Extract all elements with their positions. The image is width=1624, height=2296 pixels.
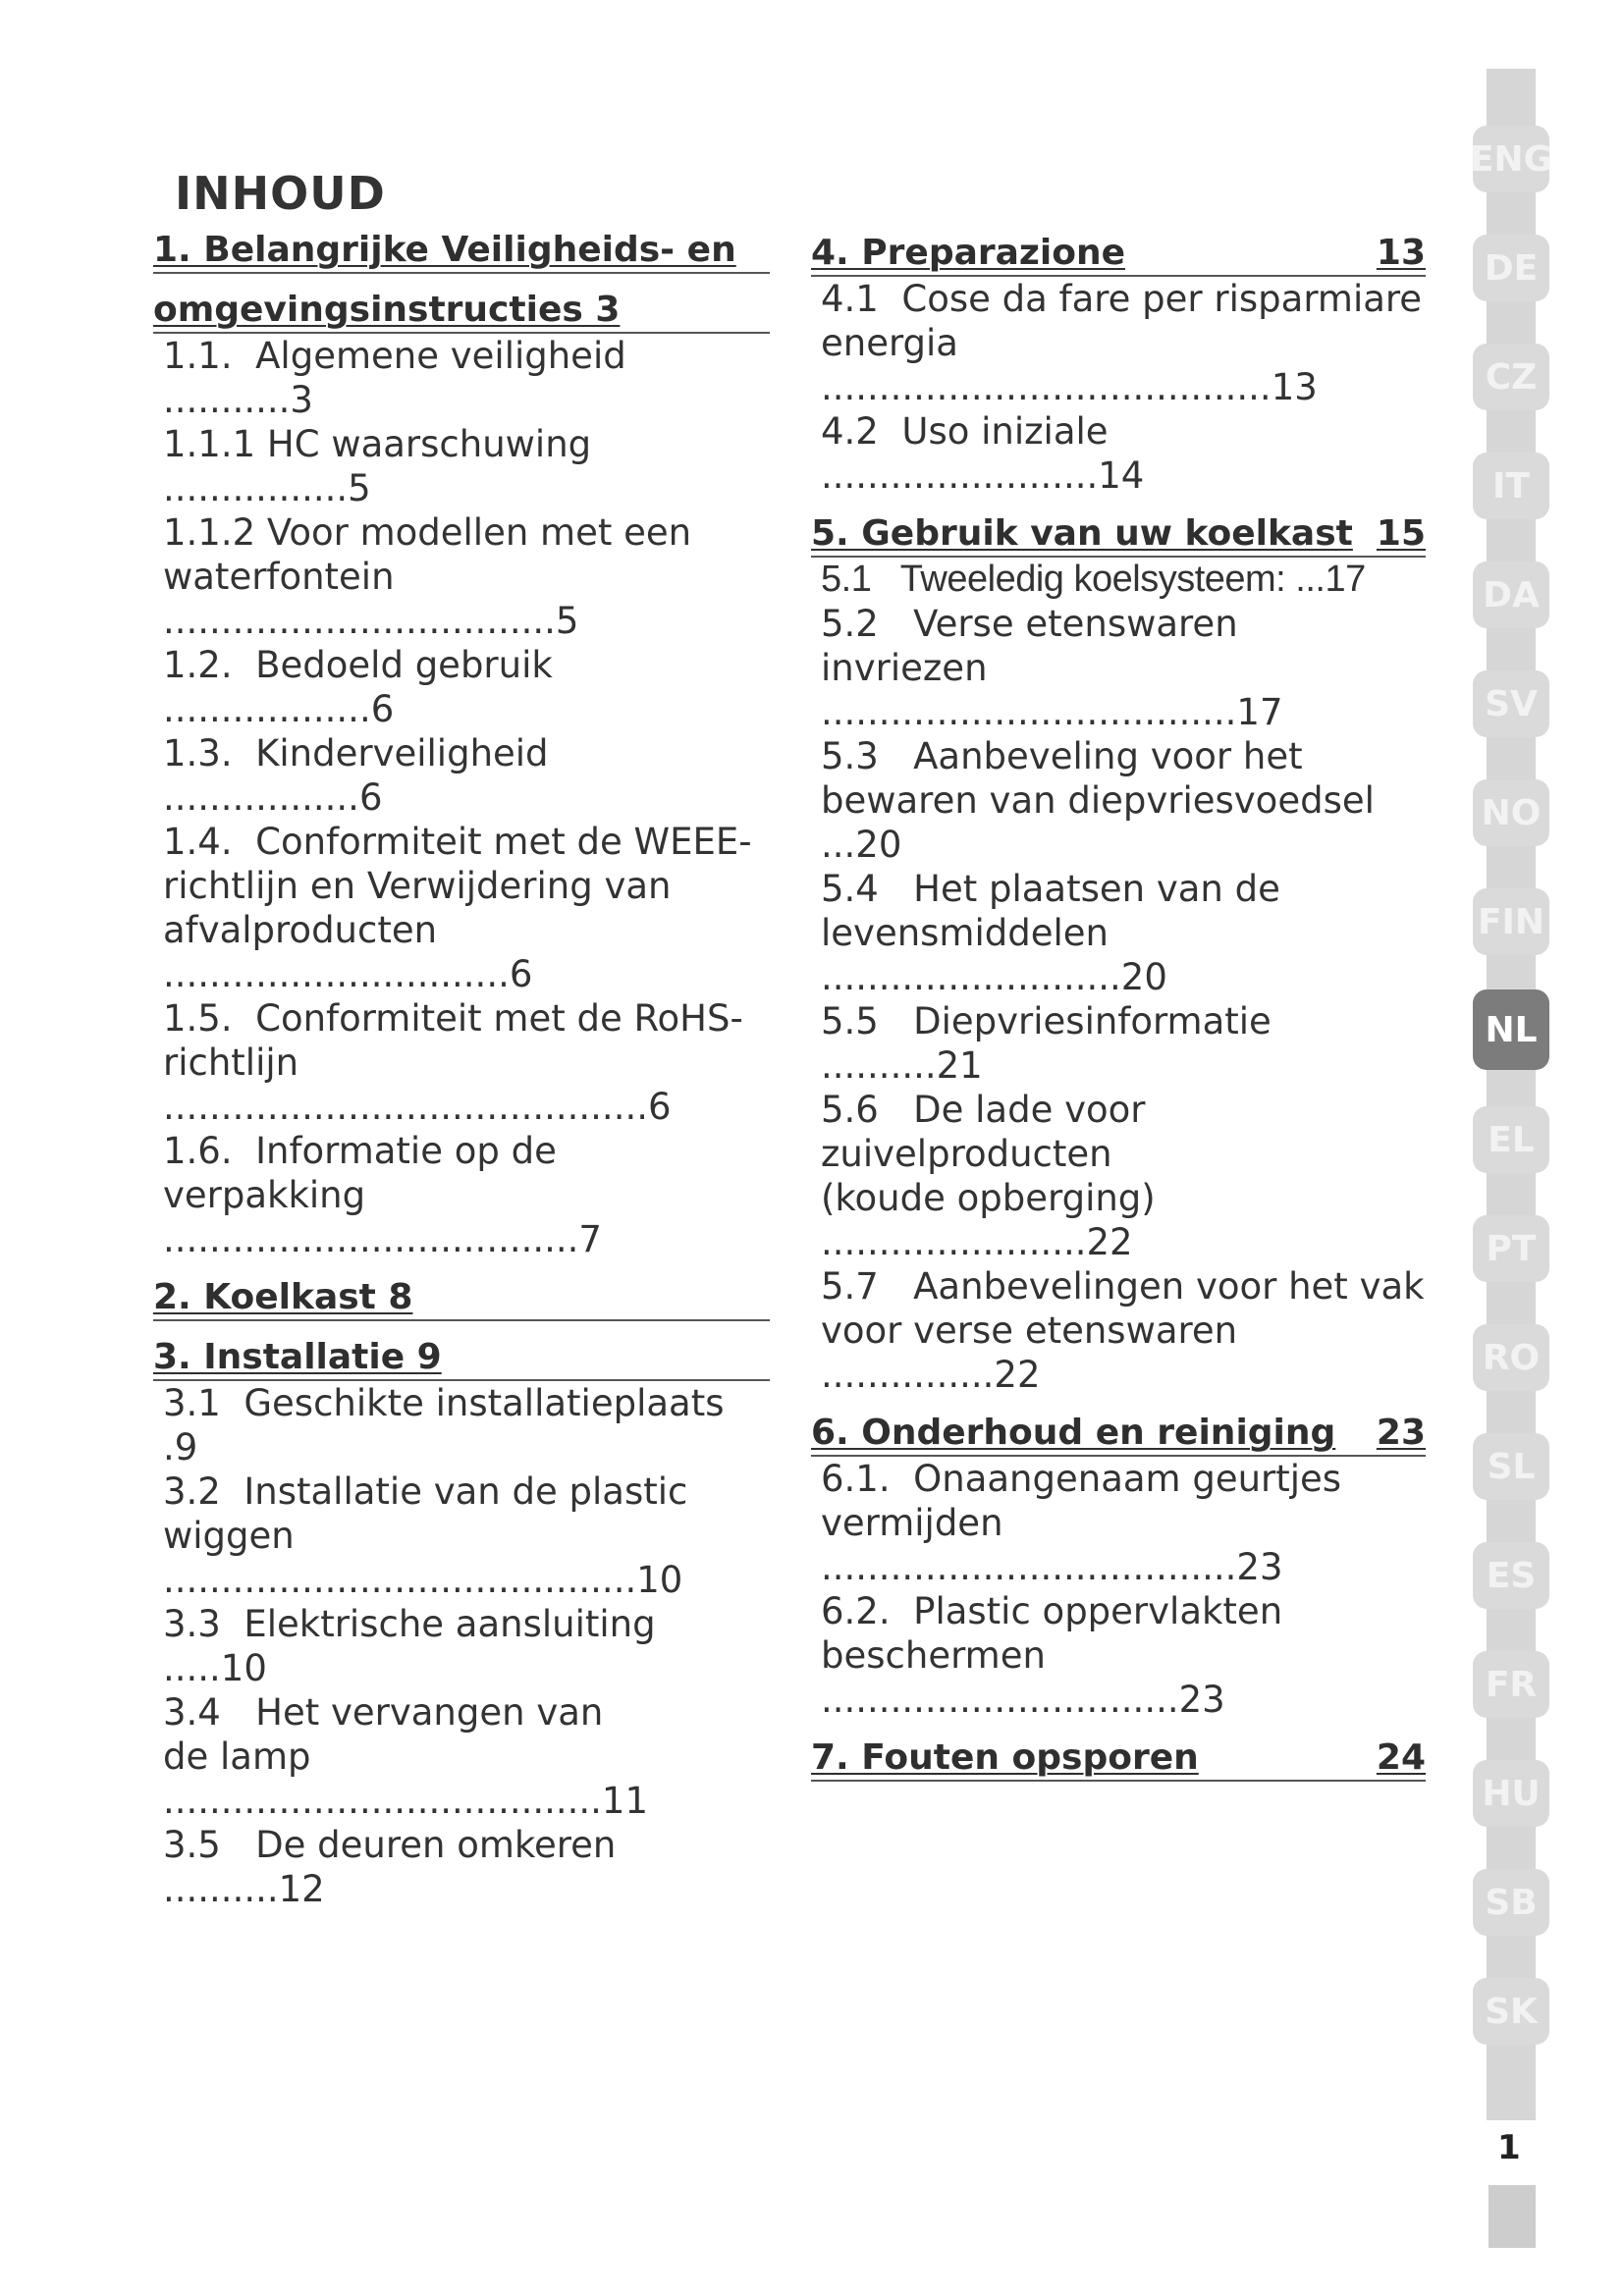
toc-entry[interactable]: 5.5 Diepvriesinformatie ..........21 bbox=[821, 1000, 1283, 1087]
language-tab-nl[interactable]: NL bbox=[1473, 989, 1549, 1070]
toc-entry[interactable]: 5.3 Aanbeveling voor het bbox=[821, 735, 1303, 777]
toc-entry[interactable]: 1.5. Conformiteit met de RoHS- bbox=[163, 997, 743, 1040]
section-title: 1. Belangrijke Veiligheids- en bbox=[153, 230, 736, 270]
toc-section-heading[interactable] bbox=[811, 231, 1426, 277]
toc-right-column bbox=[811, 231, 1426, 1782]
toc-entry[interactable]: 5.7 Aanbevelingen voor het vak bbox=[821, 1265, 1425, 1308]
language-tab-pt[interactable]: PT bbox=[1473, 1215, 1549, 1282]
section-title: 6. Onderhoud en reiniging bbox=[811, 1413, 1336, 1453]
language-tab-fin[interactable]: FIN bbox=[1473, 888, 1549, 955]
toc-entry[interactable]: vermijden ....................................23 bbox=[821, 1502, 1283, 1588]
language-sidebar bbox=[1469, 69, 1553, 2140]
toc-section-heading[interactable] bbox=[153, 1275, 770, 1321]
language-tab-de[interactable]: DE bbox=[1473, 235, 1549, 301]
section-title: 2. Koelkast 8 bbox=[153, 1277, 413, 1317]
toc-entry[interactable]: 5.2 Verse etenswaren bbox=[821, 603, 1238, 645]
section-title: 3. Installatie 9 bbox=[153, 1337, 442, 1377]
language-tab-sv[interactable]: SV bbox=[1473, 670, 1549, 737]
language-tab-ro[interactable]: RO bbox=[1473, 1324, 1549, 1391]
language-tab-cz[interactable]: CZ bbox=[1473, 344, 1549, 410]
language-tab-no[interactable]: NO bbox=[1473, 779, 1549, 846]
footer-marker bbox=[1489, 2185, 1536, 2248]
language-tab-sb[interactable]: SB bbox=[1473, 1869, 1549, 1936]
language-tab-sk[interactable]: SK bbox=[1473, 1978, 1549, 2045]
language-tab-da[interactable]: DA bbox=[1473, 561, 1549, 628]
toc-entry[interactable]: bewaren van diepvriesvoedsel ...20 bbox=[821, 779, 1386, 866]
toc-section-heading[interactable] bbox=[153, 1335, 770, 1381]
toc-section-heading[interactable] bbox=[811, 1735, 1426, 1782]
language-tab-sl[interactable]: SL bbox=[1473, 1433, 1549, 1500]
toc-entry[interactable]: 1.1. Algemene veiligheid ...........3 bbox=[163, 335, 638, 421]
language-tab-eng[interactable]: ENG bbox=[1473, 126, 1549, 192]
toc-left-column bbox=[153, 228, 770, 1911]
toc-entry[interactable]: 3.2 Installatie van de plastic bbox=[163, 1470, 688, 1513]
toc-entry[interactable]: waterfontein ..................................5 bbox=[163, 556, 579, 642]
toc-entry[interactable]: 1.2. Bedoeld gebruik ..................6 bbox=[163, 644, 565, 730]
language-tab-es[interactable]: ES bbox=[1473, 1542, 1549, 1609]
toc-entry[interactable]: afvalproducten ..............................6 bbox=[163, 909, 533, 995]
toc-entry[interactable]: 5.6 De lade voor zuivelproducten bbox=[821, 1089, 1158, 1175]
toc-entry[interactable]: 1.1.2 Voor modellen met een bbox=[163, 511, 692, 554]
toc-entry[interactable]: (koude opberging) .......................22 bbox=[821, 1177, 1167, 1263]
section-title: 5. Gebruik van uw koelkast bbox=[811, 513, 1353, 554]
toc-entry[interactable]: 6.1. Onaangenaam geurtjes bbox=[821, 1458, 1342, 1500]
toc-entry[interactable]: 3.3 Elektrische aansluiting .....10 bbox=[163, 1603, 668, 1689]
language-tab-hu[interactable]: HU bbox=[1473, 1760, 1549, 1827]
toc-entry[interactable]: 3.4 Het vervangen van bbox=[163, 1691, 604, 1734]
toc-section-heading[interactable] bbox=[811, 1411, 1426, 1457]
toc-entry[interactable]: 3.1 Geschikte installatieplaats .9 bbox=[163, 1382, 736, 1468]
toc-entry[interactable]: 6.2. Plastic oppervlakten bbox=[821, 1590, 1283, 1632]
toc-entry[interactable]: richtlijn ..........................................6 bbox=[163, 1041, 672, 1128]
language-tab-el[interactable]: EL bbox=[1473, 1106, 1549, 1173]
section-title: 7. Fouten opsporen bbox=[811, 1737, 1199, 1778]
toc-entry[interactable]: 1.3. Kinderveiligheid .................6 bbox=[163, 732, 561, 819]
toc-section-heading[interactable] bbox=[811, 511, 1426, 558]
toc-entry[interactable]: verpakking ....................................7 bbox=[163, 1174, 602, 1260]
toc-entry[interactable]: beschermen ...............................23 bbox=[821, 1634, 1225, 1721]
toc-entry[interactable]: invriezen ....................................17 bbox=[821, 647, 1283, 733]
toc-entry[interactable]: energia .......................................13 bbox=[821, 322, 1318, 408]
page-number: 1 bbox=[1497, 2128, 1521, 2167]
page-title: INHOUD bbox=[175, 167, 386, 220]
toc-entry[interactable]: 4.1 Cose da fare per risparmiare bbox=[821, 278, 1423, 320]
toc-entry[interactable]: voor verse etenswaren ...............22 bbox=[821, 1309, 1249, 1396]
section-title: omgevingsinstructies 3 bbox=[153, 290, 621, 330]
language-tab-fr[interactable]: FR bbox=[1473, 1651, 1549, 1718]
toc-entry[interactable]: 5.1 Tweeledig koelsysteem: ...17 bbox=[821, 559, 1366, 600]
section-title: 4. Preparazione bbox=[811, 233, 1125, 273]
section-page-number: 23 bbox=[1376, 1413, 1426, 1453]
toc-entry[interactable]: wiggen .........................................10 bbox=[163, 1515, 683, 1601]
section-page-number: 13 bbox=[1376, 233, 1426, 273]
toc-entry[interactable]: levensmiddelen ..........................20 bbox=[821, 912, 1167, 998]
toc-entry[interactable]: 1.4. Conformiteit met de WEEE- bbox=[163, 821, 752, 863]
toc-entry[interactable]: 3.5 De deuren omkeren ..........12 bbox=[163, 1824, 628, 1910]
toc-entry[interactable]: 1.1.1 HC waarschuwing ................5 bbox=[163, 423, 603, 509]
toc-entry[interactable]: 1.6. Informatie op de bbox=[163, 1130, 557, 1172]
toc-entry[interactable]: richtlijn en Verwijdering van bbox=[163, 865, 672, 907]
section-page-number: 15 bbox=[1376, 513, 1426, 554]
section-page-number: 24 bbox=[1376, 1737, 1426, 1778]
toc-entry[interactable]: 4.2 Uso iniziale ........................14 bbox=[821, 410, 1145, 497]
language-tab-it[interactable]: IT bbox=[1473, 453, 1549, 519]
toc-section-heading[interactable] bbox=[153, 228, 770, 274]
toc-entry[interactable]: 5.4 Het plaatsen van de bbox=[821, 868, 1280, 910]
toc-entry[interactable]: de lamp ......................................11 bbox=[163, 1735, 649, 1822]
toc-section-heading[interactable] bbox=[153, 288, 770, 334]
